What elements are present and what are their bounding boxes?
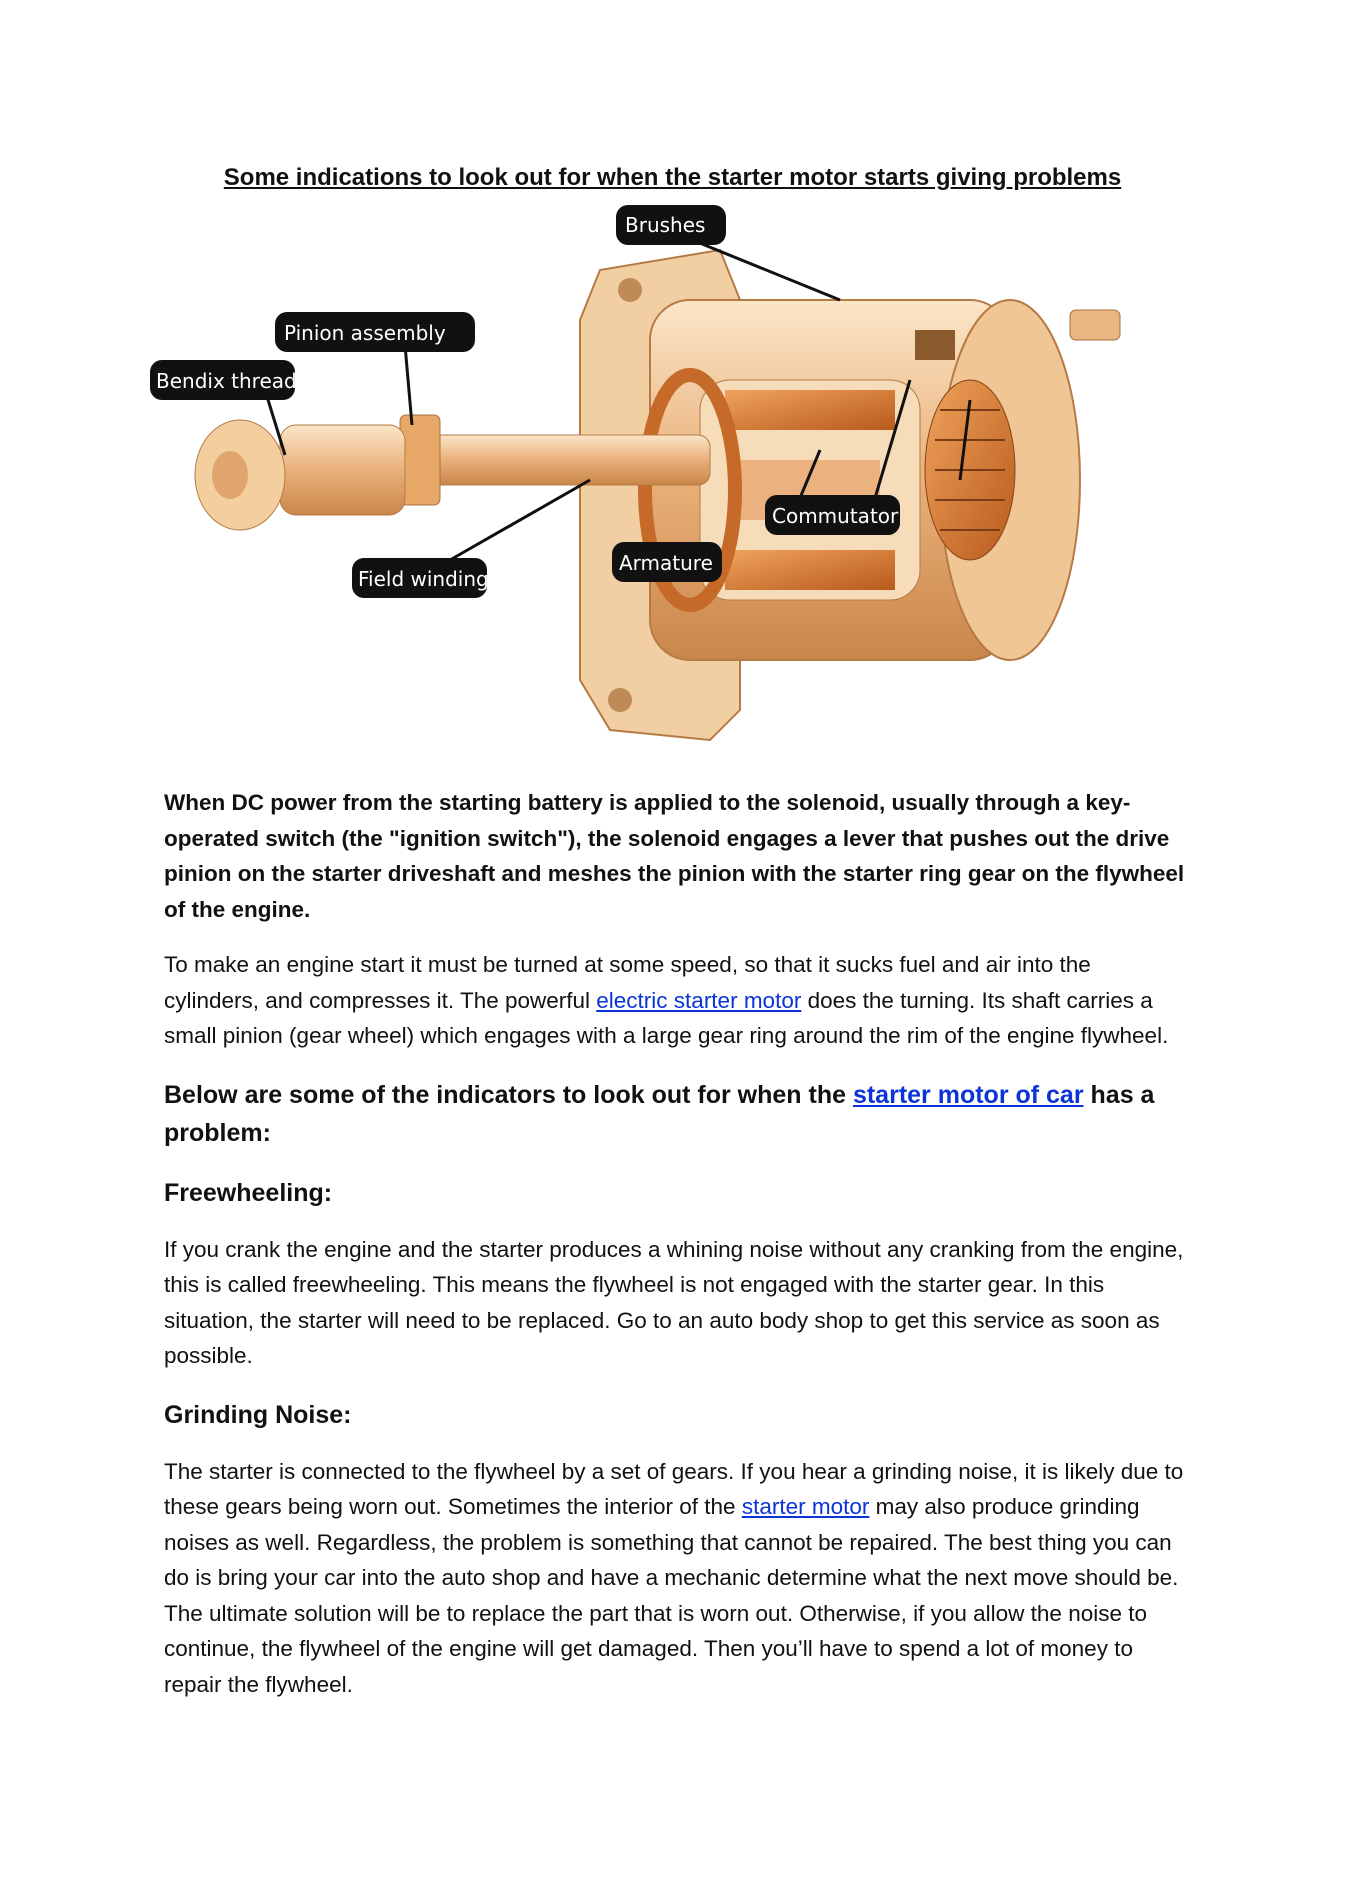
callout-armature-label: Armature [619,551,713,575]
grinding-paragraph-text-2: may also produce grinding noises as well. Regardless, the problem is something that cannot be repaired. The best thing you can do is bring your car into the auto shop and have a mechanic determine what the next move should be. The ultimate solution will be to replace the part that is worn out. Otherwise, if you allow the noise to continue, the flywheel of the engine will get damaged. Then you’ll have to spend a lot of money to repair the flywheel. [164,1494,1179,1697]
starter-motor-illustration [156,213,1180,750]
document-title: Some indications to look out for when the starter motor starts giving problems [223,164,1122,191]
callout-commutator-label: Commutator [772,504,899,528]
starter-paragraph-text-1: To make an engine start it must be turned at some speed, so that it sucks fuel and air into the cylinders, and compresses it. The powerful [164,952,1091,1013]
pinion-gear [400,415,440,505]
callout-armature [612,542,722,582]
freewheeling-heading: Freewheeling: [164,1178,333,1207]
grinding-paragraph-text-1: The starter is connected to the flywheel by a set of gears. If you hear a grinding noise, it is likely due to these gears being worn out. Sometimes the interior of the [164,1458,1184,1519]
grinding-noise-heading: Grinding Noise: [164,1400,352,1429]
callout-brushes-label: Brushes [625,213,706,237]
indicators-heading-text-2: has a problem: [164,1080,1155,1147]
starter-paragraph-text-2: does the turning. Its shaft carries a small pinion (gear wheel) which engages with a large gear ring around the rim of the engine flywheel. [164,987,1169,1048]
grinding-noise-paragraph [164,1454,1189,1703]
callout-pinion-assembly [275,312,475,352]
freewheeling-paragraph: If you crank the engine and the starter produces a whining noise without any cranking from the engine, this is called freewheeling. This means the flywheel is not engaged with the starter gear. In this situation, the starter will need to be replaced. Go to an auto body shop to get this service as soon as possible. [164,1236,1184,1368]
bendix-sleeve [280,425,405,515]
article-body [164,785,1189,1702]
starter-motor-link[interactable]: starter motor [741,1494,870,1519]
drive-shaft [430,435,710,485]
starter-motor-of-car-link[interactable]: starter motor of car [852,1080,1084,1109]
callout-field-winding [352,558,489,598]
callout-bendix-thread-label: Bendix thread [156,369,297,393]
starter-motor-diagram [156,213,1180,750]
callout-pinion-assembly-label: Pinion assembly [284,321,446,345]
callout-commutator [765,495,900,535]
electric-starter-motor-link[interactable]: electric starter motor [596,987,802,1013]
callout-field-winding-label: Field winding [358,567,489,591]
callout-brushes [616,205,726,245]
indicators-heading-text-1: Below are some of the indicators to look out for when the [164,1080,853,1109]
callout-bendix-thread [150,360,297,400]
starter-paragraph [164,947,1189,1054]
indicators-heading [164,1076,1189,1152]
intro-paragraph: When DC power from the starting battery is applied to the solenoid, usually through a key-operated switch (the "ignition switch"), the solenoid engages a lever that pushes out the drive pinion on the starter driveshaft and meshes the pinion with the starter ring gear on the flywheel of the engine. [164,790,1185,922]
